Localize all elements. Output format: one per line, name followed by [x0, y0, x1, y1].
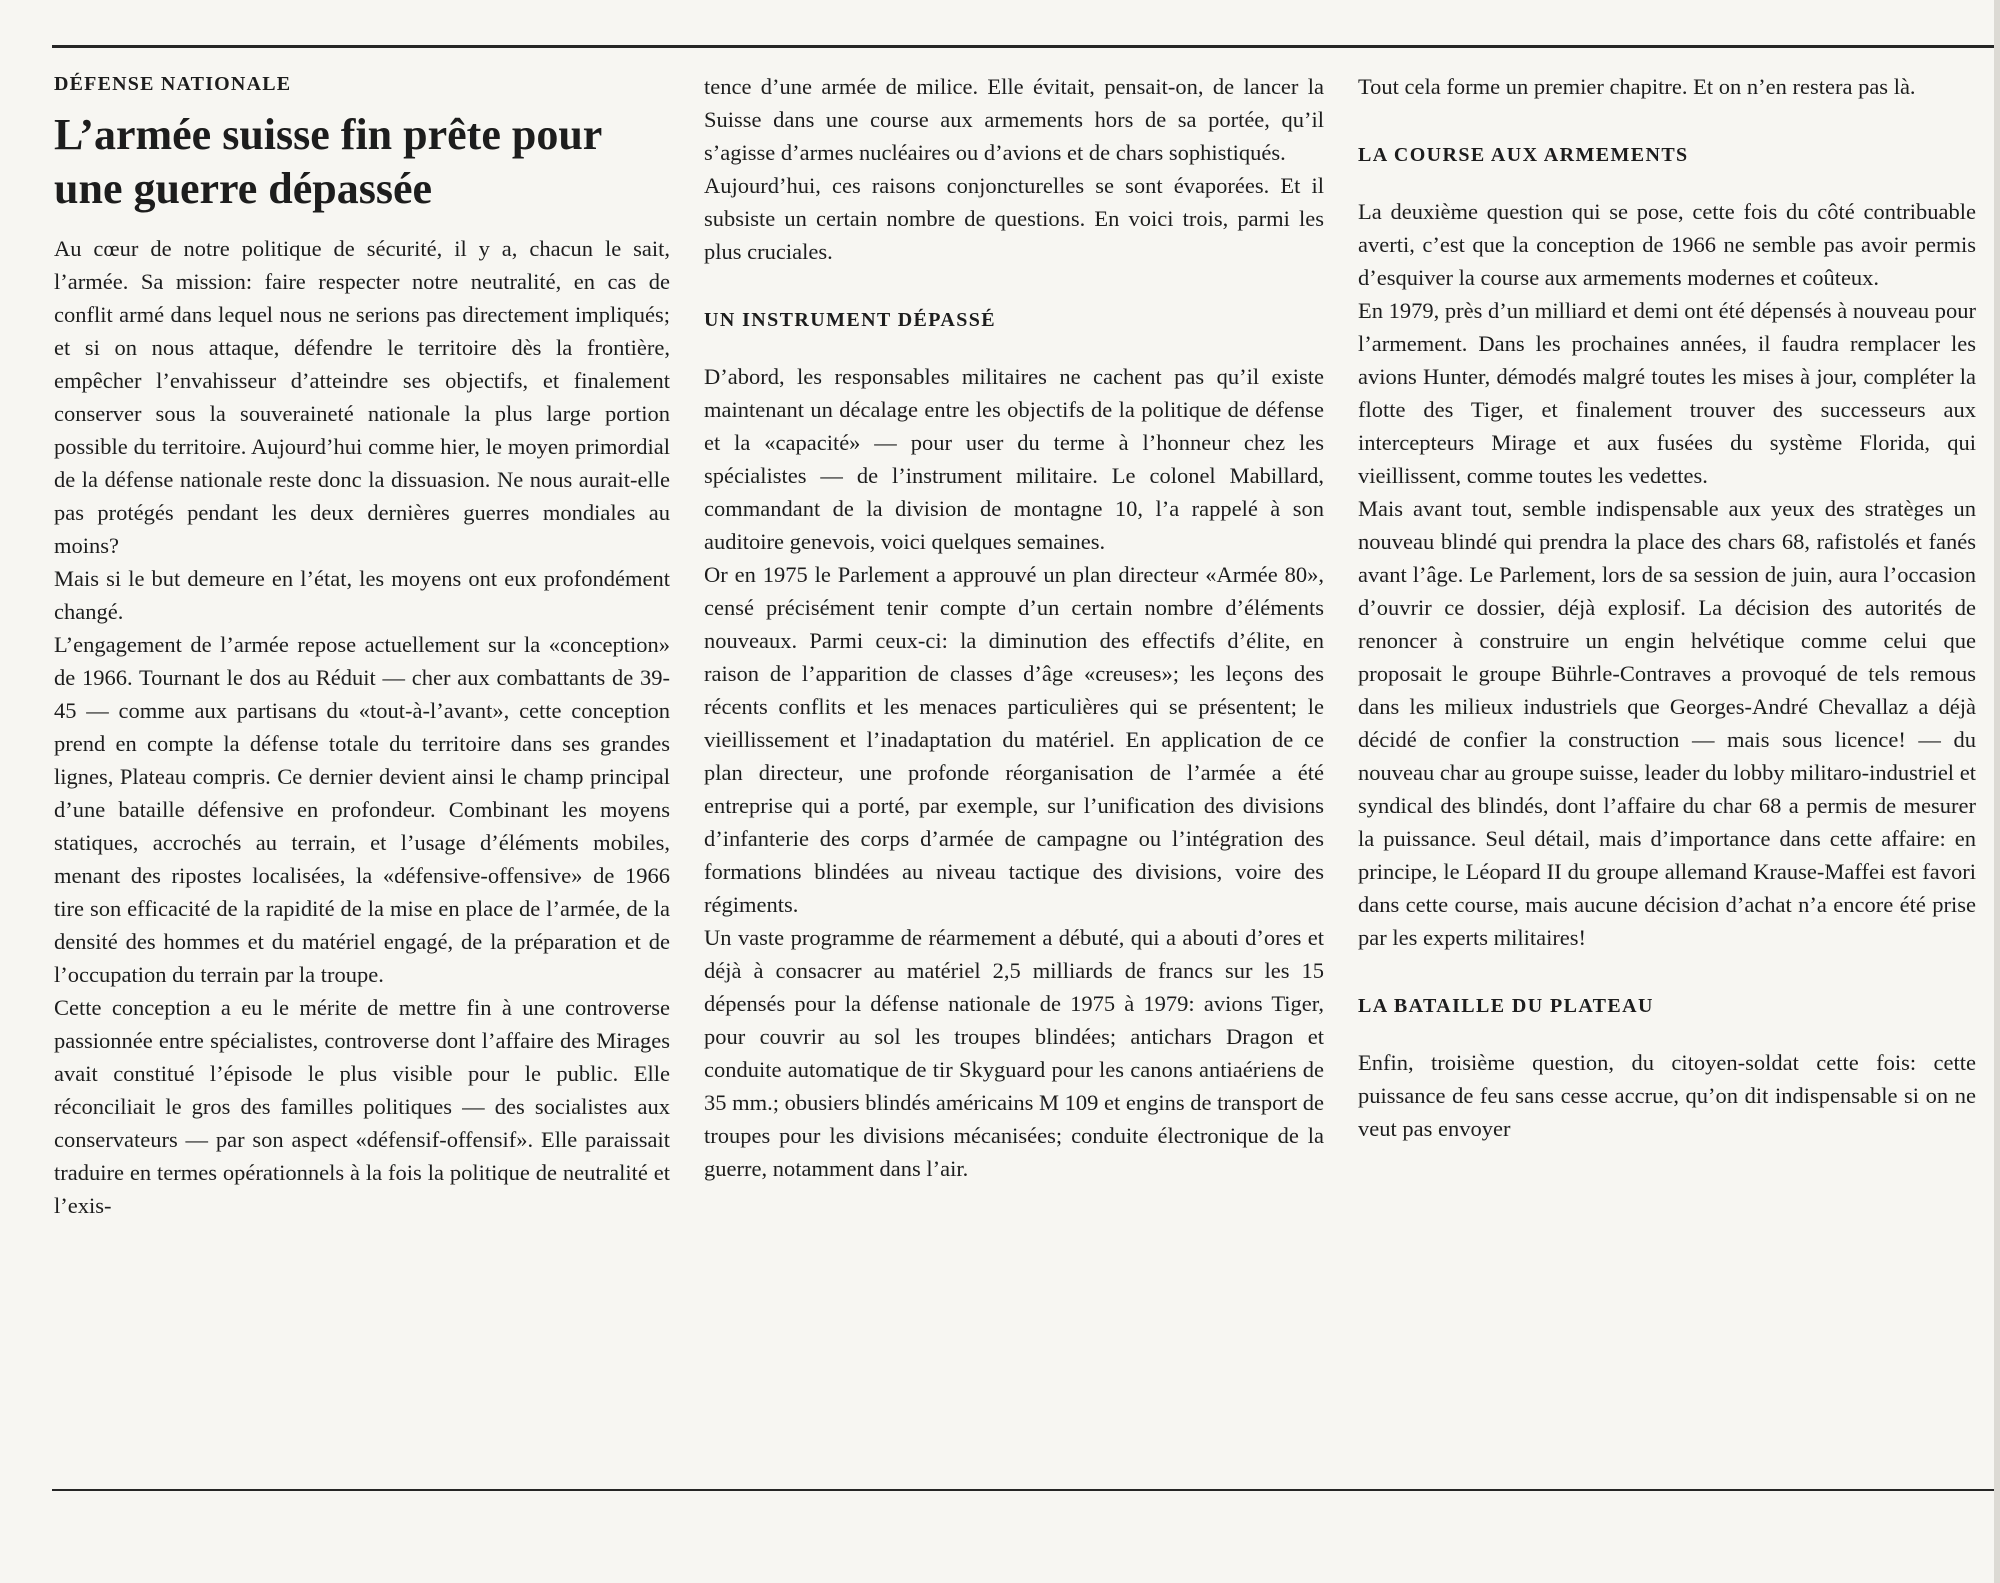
- paragraph: Aujourd’hui, ces raisons conjoncturelles se sont évaporées. Et il subsiste un certain nombre de questions. En voici trois, parmi les plus cruciales.: [704, 173, 1324, 264]
- paragraph: Au cœur de notre politique de sécurité, il y a, chacun le sait, l’armée. Sa mission: faire respecter notre neutralité, en cas de conflit armé dans lequel nous ne serions pas directement impliqués; et si on nous attaque, défendre le territoire dès la frontière, empêcher l’envahisseur d’atteindre ses objectifs, et finalement conserver sous la souveraineté nationale la plus large portion possible du territoire. Aujourd’hui comme hier, le moyen primordial de la défense nationale reste donc la dissuasion. Ne nous aurait-elle pas protégés pendant les deux dernières guerres mondiales au moins?: [54, 236, 670, 558]
- subheading-course: LA COURSE AUX ARMEMENTS: [1358, 144, 1689, 166]
- section-kicker: DÉFENSE NATIONALE: [54, 73, 292, 95]
- top-rule: [52, 45, 2000, 48]
- column-2: [704, 70, 1324, 1185]
- bottom-rule: [52, 1489, 2000, 1491]
- paragraph: Enfin, troisième question, du citoyen-soldat cette fois: cette puissance de feu sans cesse accrue, qu’on dit indispensable si on ne veut pas envoyer: [1358, 1050, 1976, 1141]
- article-title: L’armée suisse fin prête pour une guerre dépassée: [54, 110, 602, 213]
- paragraph: Cette conception a eu le mérite de mettre fin à une controverse passionnée entre spécialistes, controverse dont l’affaire des Mirages avait constitué l’épisode le plus visible pour le public. Elle réconciliait le gros des familles politiques — des socialistes aux conservateurs — par son aspect «défensif-offensif». Elle paraissait traduire en termes opérationnels à la fois la politique de neutralité et l’exis-: [54, 995, 670, 1218]
- paragraph: Tout cela forme un premier chapitre. Et on n’en restera pas là.: [1358, 74, 1916, 99]
- paragraph: L’engagement de l’armée repose actuellement sur la «conception» de 1966. Tournant le dos au Réduit — cher aux combattants de 39-45 — comme aux partisans du «tout-à-l’avant», cette conception prend en compte la défense totale du territoire dans ses grandes lignes, Plateau compris. Ce dernier devient ainsi le champ principal d’une bataille défensive en profondeur. Combinant les moyens statiques, accrochés au terrain, et l’usage d’éléments mobiles, menant des ripostes localisées, la «défensive-offensive» de 1966 tire son efficacité de la rapidité de la mise en place de l’armée, de la densité des hommes et du matériel engagé, de la préparation et de l’occupation du terrain par la troupe.: [54, 632, 670, 987]
- paragraph: La deuxième question qui se pose, cette fois du côté contribuable averti, c’est que la conception de 1966 ne semble pas avoir permis d’esquiver la course aux armements modernes et coûteux.: [1358, 199, 1976, 290]
- page-edge: [1994, 0, 2000, 1583]
- subheading-plateau: LA BATAILLE DU PLATEAU: [1358, 995, 1654, 1017]
- column-1: [54, 70, 670, 1222]
- paragraph: Or en 1975 le Parlement a approuvé un plan directeur «Armée 80», censé précisément tenir compte d’un certain nombre d’éléments nouveaux. Parmi ceux-ci: la diminution des effectifs d’élite, en raison de l’apparition de classes d’âge «creuses»; les leçons des récents conflits et les menaces particulières qui se présentent; le vieillissement et l’inadaptation du matériel. En application de ce plan directeur, une profonde réorganisation de l’armée a été entreprise qui a porté, par exemple, sur l’unification des divisions d’infanterie des corps d’armée de campagne ou l’intégration des formations blindées au niveau tactique des divisions, voire des régiments.: [704, 562, 1324, 917]
- column-3: [1358, 70, 1976, 1145]
- paragraph: tence d’une armée de milice. Elle évitait, pensait-on, de lancer la Suisse dans une course aux armements hors de sa portée, qu’il s’agisse d’armes nucléaires ou d’avions et de chars sophistiqués.: [704, 74, 1324, 165]
- paragraph: Mais avant tout, semble indispensable aux yeux des stratèges un nouveau blindé qui prendra la place des chars 68, rafistolés et fanés avant l’âge. Le Parlement, lors de sa session de juin, aura l’occasion d’ouvrir ce dossier, déjà explosif. La décision des autorités de renoncer à construire un engin helvétique comme celui que proposait le groupe Bührle-Contraves a provoqué de tels remous dans les milieux industriels que Georges-André Chevallaz a déjà décidé de confier la construction — mais sous licence! — du nouveau char au groupe suisse, leader du lobby militaro-industriel et syndical des blindés, dont l’affaire du char 68 a permis de mesurer la puissance. Seul détail, mais d’importance dans cette affaire: en principe, le Léopard II du groupe allemand Krause-Maffei est favori dans cette course, mais aucune décision d’achat n’a encore été prise par les experts militaires!: [1358, 496, 1976, 950]
- paragraph: D’abord, les responsables militaires ne cachent pas qu’il existe maintenant un décalage entre les objectifs de la politique de défense et la «capacité» — pour user du terme à l’honneur chez les spécialistes — de l’instrument militaire. Le colonel Mabillard, commandant de la division de montagne 10, l’a rappelé à son auditoire genevois, voici quelques semaines.: [704, 364, 1324, 554]
- paragraph: En 1979, près d’un milliard et demi ont été dépensés à nouveau pour l’armement. Dans les prochaines années, il faudra remplacer les avions Hunter, démodés malgré toutes les mises à jour, compléter la flotte des Tiger, et finalement trouver des successeurs aux intercepteurs Mirage et aux fusées du système Florida, qui vieillissent, comme toutes les vedettes.: [1358, 298, 1976, 488]
- subheading-instrument: UN INSTRUMENT DÉPASSÉ: [704, 309, 997, 331]
- paragraph: Mais si le but demeure en l’état, les moyens ont eux profondément changé.: [54, 566, 670, 624]
- paragraph: Un vaste programme de réarmement a débuté, qui a abouti d’ores et déjà à consacrer au matériel 2,5 milliards de francs sur les 15 dépensés pour la défense nationale de 1975 à 1979: avions Tiger, pour couvrir au sol les troupes blindées; antichars Dragon et conduite automatique de tir Skyguard pour les canons antiaériens de 35 mm.; obusiers blindés américains M 109 et engins de transport de troupes pour les divisions mécanisées; conduite électronique de la guerre, notamment dans l’air.: [704, 925, 1324, 1181]
